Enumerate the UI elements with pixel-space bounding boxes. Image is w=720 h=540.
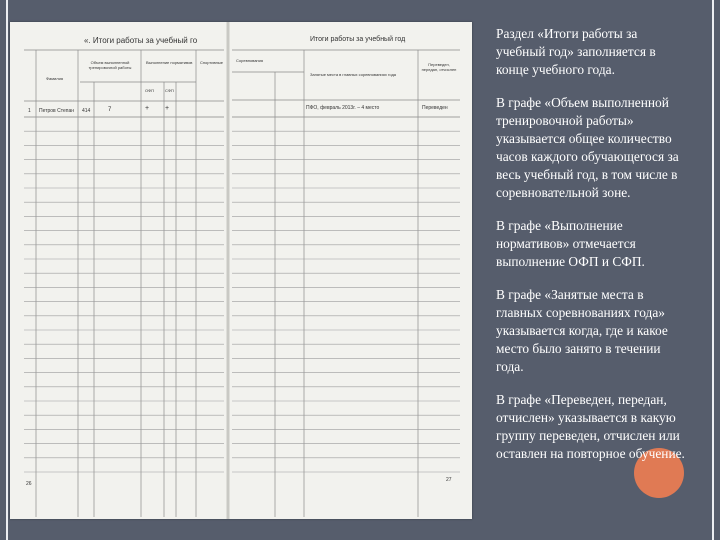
paragraph-norms: В графе «Выполнение нормативов» отмечается выполнение ОФП и СФП. <box>496 218 645 269</box>
left-row-value: 7 <box>108 107 112 113</box>
paragraph-training-volume: В графе «Объем выполненной тренировочной работы» указывается общее количество часов каждого обучающегося за весь учебный год, в том числе в соревновательной зоне. <box>496 95 679 200</box>
left-header-norms: Выполнение нормативов <box>146 60 193 65</box>
left-row-name: Петров Степан <box>39 108 74 114</box>
paragraph-transferred: В графе «Переведен, передан, отчислен» указывается в какую группу переведен, отчислен или оставлен на повторное обучение. <box>496 392 685 461</box>
left-row-mark-sfp: + <box>165 105 170 112</box>
slide-text-panel <box>496 25 688 478</box>
paragraph-competition-places: В графе «Занятые места в главных соревнованиях года» указывается когда, где и какое место было занято в течении года. <box>496 287 668 374</box>
right-page-number: 27 <box>446 477 452 483</box>
slide-frame-right <box>712 0 714 540</box>
right-header-places: Занятые места в главных соревнованиях года <box>310 72 397 77</box>
left-page-title: «. Итоги работы за учебный го <box>84 36 198 45</box>
journal-spread-image <box>10 22 472 519</box>
left-header-surname: Фамилия <box>46 76 63 81</box>
slide-frame-left <box>6 0 8 540</box>
right-header-competitions: Соревнования <box>236 58 264 63</box>
left-header-ofp: ОФП <box>145 88 155 93</box>
left-row-number: 1 <box>28 108 31 114</box>
right-row-entry: ПФО, февраль 2013г. – 4 место <box>306 105 380 111</box>
journal-grid <box>10 22 472 519</box>
paragraph-results-section: Раздел «Итоги работы за учебный год» заполняется в конце учебного года. <box>496 26 656 77</box>
left-page-number: 26 <box>26 481 32 487</box>
left-header-volume: Объем выполненной тренировочной работы <box>88 60 132 70</box>
right-row-status: Переведен <box>422 105 448 111</box>
right-header-transferred: Переведен, передан, отчислен <box>421 62 457 72</box>
left-row-hours: 414 <box>82 108 91 114</box>
right-page-title: Итоги работы за учебный год <box>310 36 406 43</box>
left-header-sport: Спортивные <box>200 60 223 65</box>
left-header-sfp: СФП <box>165 88 174 93</box>
left-row-mark-ofp: + <box>145 105 150 112</box>
